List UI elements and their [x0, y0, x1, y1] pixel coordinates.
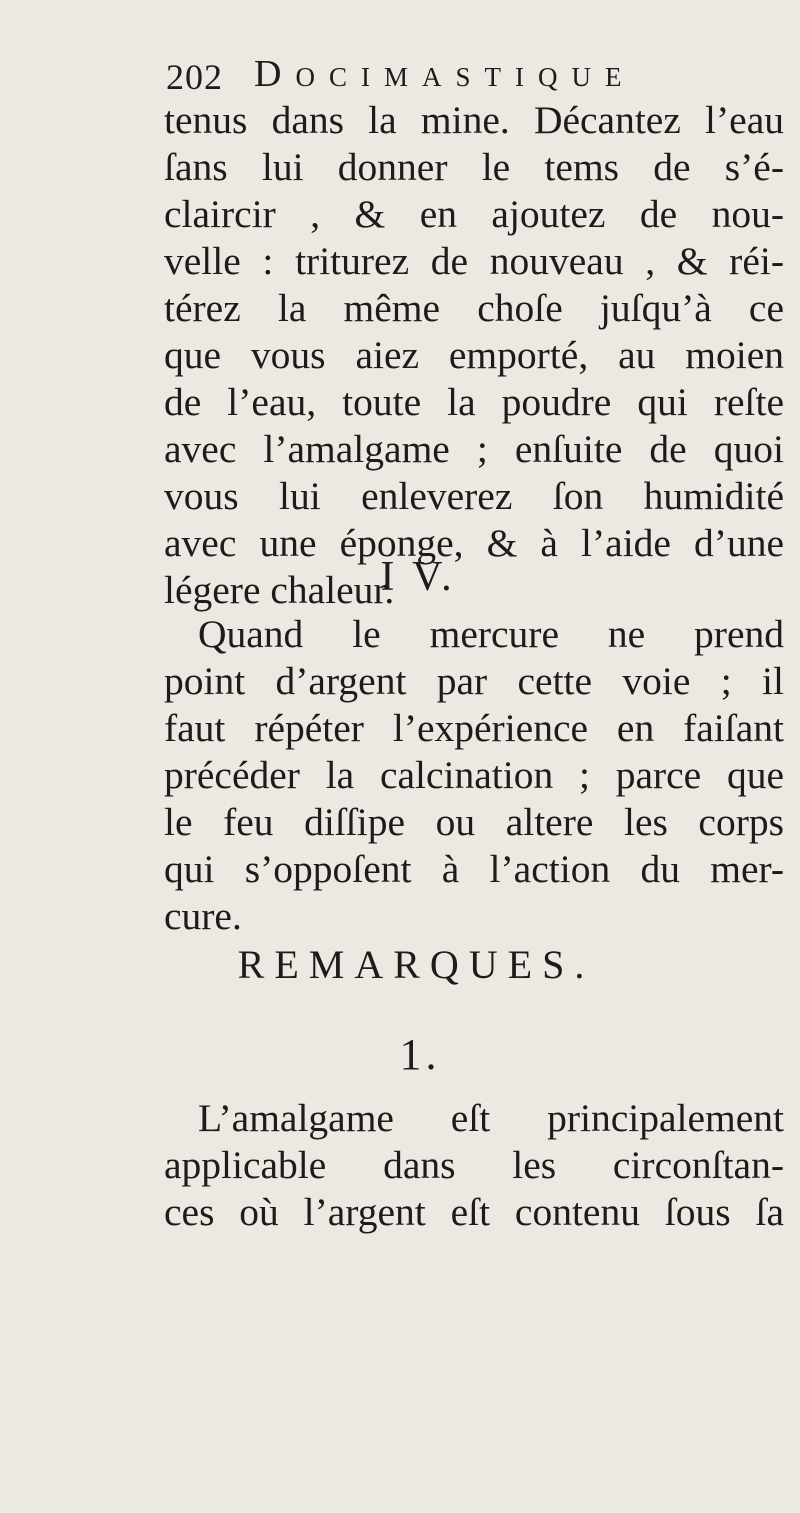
text-line: tenus dans la mine. Décantez l’eau	[164, 98, 784, 142]
text-line: point d’argent par cette voie ; il	[164, 659, 784, 703]
text-line: claircir , & en ajoutez de nou-	[164, 192, 784, 236]
text-line: applicable dans les circonſtan-	[164, 1143, 784, 1187]
text-line: vous lui enleverez ſon humidité	[164, 474, 784, 518]
text-line: cure.	[164, 894, 242, 938]
remarques-heading: REMARQUES.	[237, 942, 595, 987]
text-line: faut répéter l’expérience en faiſant	[164, 706, 784, 750]
text-line: ſans lui donner le tems de s’é-	[164, 145, 784, 189]
section-heading-iv: I V.	[380, 554, 456, 600]
paragraph-2	[164, 611, 784, 940]
text-line: de l’eau, toute la poudre qui reſte	[164, 380, 784, 424]
page-header	[166, 48, 686, 98]
text-line: ces où l’argent eſt contenu ſous ſa	[164, 1190, 784, 1234]
text-line: avec une éponge, & à l’aide d’une	[164, 521, 784, 565]
text-line: L’amalgame eſt principalement	[198, 1096, 784, 1140]
text-line: le feu diſſipe ou altere les corps	[164, 800, 784, 844]
running-title: Docimastique	[254, 53, 636, 95]
text-line: qui s’oppoſent à l’action du mer-	[164, 847, 784, 891]
paragraph-3	[164, 1095, 784, 1236]
text-line: velle : triturez de nouveau , & réi-	[164, 239, 784, 283]
text-line: légere chaleur.	[164, 568, 395, 612]
text-line: précéder la calcination ; parce que	[164, 753, 784, 797]
text-line: Quand le mercure ne prend	[198, 612, 784, 656]
paragraph-1	[164, 97, 784, 614]
text-line: que vous aiez emporté, au moien	[164, 333, 784, 377]
remarque-number: 1.	[399, 1030, 441, 1079]
text-line: térez la même choſe juſqu’à ce	[164, 286, 784, 330]
text-line: avec l’amalgame ; enſuite de quoi	[164, 427, 784, 471]
page-number: 202	[166, 57, 223, 97]
